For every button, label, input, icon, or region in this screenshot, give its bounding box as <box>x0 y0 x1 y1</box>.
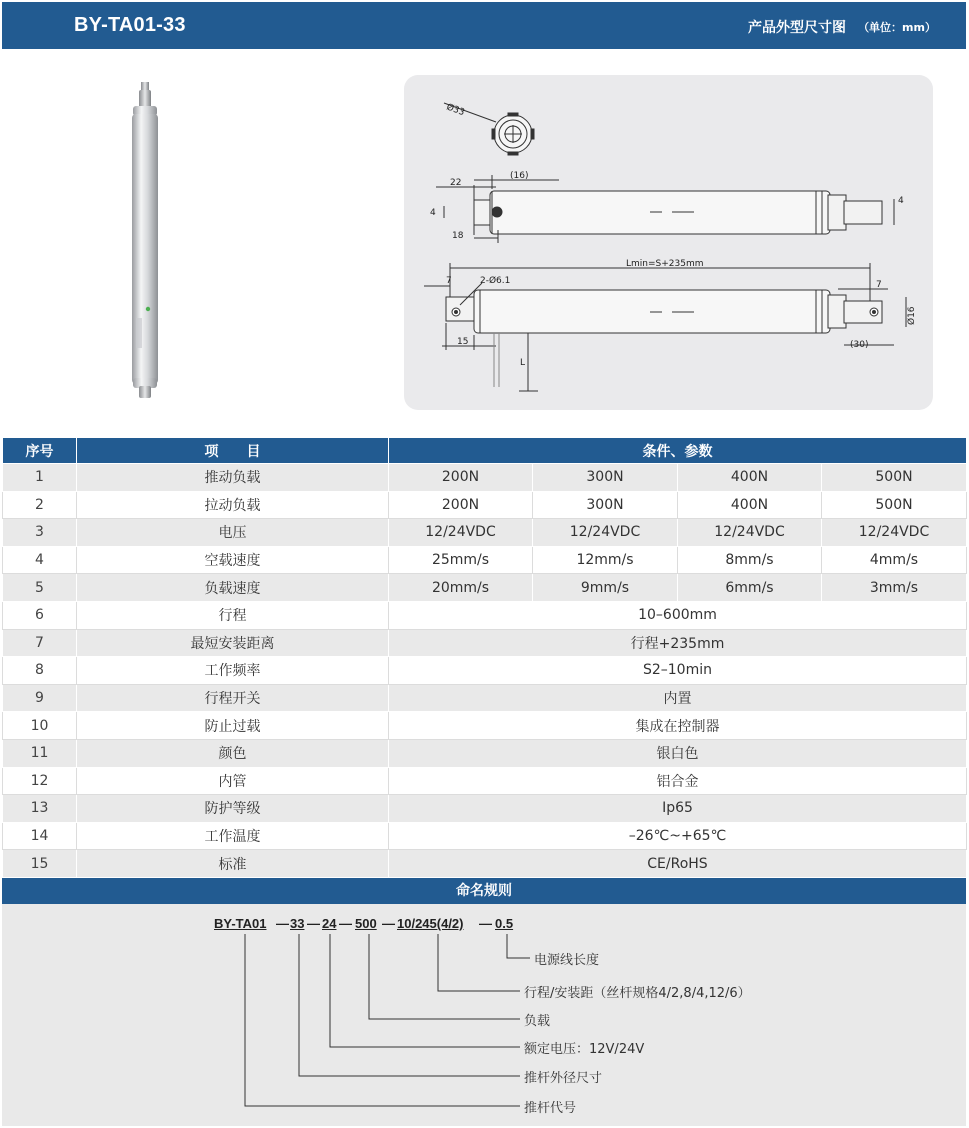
table-row <box>3 822 967 850</box>
row-value: 300N <box>533 464 678 492</box>
row-value: S2–10min <box>389 657 967 685</box>
naming-label-dia: 推杆外径尺寸 <box>524 1071 603 1086</box>
unit-note: （单位：mm） <box>858 21 936 34</box>
row-value: 20mm/s <box>389 574 533 602</box>
row-item: 负载速度 <box>77 574 389 602</box>
row-number: 3 <box>3 519 77 547</box>
naming-code-voltage: 24 <box>322 916 337 931</box>
row-value: 行程+235mm <box>389 629 967 657</box>
spec-rows <box>3 464 967 878</box>
row-value: 400N <box>678 491 822 519</box>
naming-sep: — <box>382 916 395 931</box>
row-item: 防止过载 <box>77 712 389 740</box>
row-item: 内管 <box>77 767 389 795</box>
row-number: 7 <box>3 629 77 657</box>
row-value: 12/24VDC <box>389 519 533 547</box>
naming-title: 命名规则 <box>2 878 966 904</box>
row-value: 200N <box>389 491 533 519</box>
side-view-top <box>436 175 894 243</box>
table-row <box>3 519 967 547</box>
model-title: BY-TA01-33 <box>74 14 186 36</box>
row-item: 电压 <box>77 519 389 547</box>
row-item: 最短安装距离 <box>77 629 389 657</box>
row-value: 500N <box>822 491 967 519</box>
hole-label: 2-Ø6.1 <box>480 276 511 286</box>
col-header-no: 序号 <box>3 438 77 464</box>
row-value: 300N <box>533 491 678 519</box>
row-value: 400N <box>678 464 822 492</box>
row-value: 12/24VDC <box>822 519 967 547</box>
table-row <box>3 601 967 629</box>
row-number: 14 <box>3 822 77 850</box>
row-value: 12/24VDC <box>678 519 822 547</box>
row-number: 11 <box>3 739 77 767</box>
dim-4b: 4 <box>898 196 904 206</box>
dim-18: 18 <box>452 231 464 241</box>
row-value: 500N <box>822 464 967 492</box>
row-item: 标准 <box>77 850 389 878</box>
naming-code-prefix: BY-TA01 <box>214 916 267 931</box>
dim-d16: Ø16 <box>907 306 917 325</box>
row-value: 8mm/s <box>678 546 822 574</box>
dim-30: (30) <box>850 340 869 350</box>
row-number: 6 <box>3 601 77 629</box>
dim-7b: 7 <box>876 280 882 290</box>
row-item: 工作频率 <box>77 657 389 685</box>
naming-sep: — <box>276 916 289 931</box>
naming-sep: — <box>307 916 320 931</box>
row-value: CE/RoHS <box>389 850 967 878</box>
table-row <box>3 574 967 602</box>
table-row <box>3 464 967 492</box>
naming-rule <box>2 904 966 1126</box>
dim-7a: 7 <box>446 276 452 286</box>
row-value: 12mm/s <box>533 546 678 574</box>
naming-label-stroke: 行程/安装距（丝杆规格4/2,8/4,12/6） <box>524 986 751 1001</box>
dim-16: (16) <box>510 171 529 181</box>
row-value: 12/24VDC <box>533 519 678 547</box>
row-number: 13 <box>3 795 77 823</box>
row-number: 1 <box>3 464 77 492</box>
row-number: 5 <box>3 574 77 602</box>
row-number: 4 <box>3 546 77 574</box>
naming-label-voltage: 额定电压：12V/24V <box>524 1042 645 1057</box>
row-value: 200N <box>389 464 533 492</box>
row-value: 6mm/s <box>678 574 822 602</box>
row-item: 防护等级 <box>77 795 389 823</box>
row-item: 空载速度 <box>77 546 389 574</box>
row-value: Ip65 <box>389 795 967 823</box>
row-value: 铝合金 <box>389 767 967 795</box>
row-value: 10–600mm <box>389 601 967 629</box>
naming-code-load: 500 <box>355 916 377 931</box>
row-item: 行程开关 <box>77 684 389 712</box>
table-row <box>3 684 967 712</box>
page-header <box>2 2 966 49</box>
row-number: 10 <box>3 712 77 740</box>
row-number: 12 <box>3 767 77 795</box>
dim-4a: 4 <box>430 208 436 218</box>
row-value: 25mm/s <box>389 546 533 574</box>
naming-code-cable: 0.5 <box>495 916 514 931</box>
table-row <box>3 657 967 685</box>
table-row <box>3 795 967 823</box>
row-value: 内置 <box>389 684 967 712</box>
row-number: 8 <box>3 657 77 685</box>
row-item: 推动负载 <box>77 464 389 492</box>
table-row <box>3 850 967 878</box>
row-value: 集成在控制器 <box>389 712 967 740</box>
table-row <box>3 546 967 574</box>
row-value: 银白色 <box>389 739 967 767</box>
product-photo <box>118 78 178 403</box>
table-row <box>3 491 967 519</box>
naming-label-code: 推杆代号 <box>524 1101 577 1116</box>
row-item: 拉动负载 <box>77 491 389 519</box>
end-dia-label: Ø33 <box>444 102 466 119</box>
table-row <box>3 712 967 740</box>
naming-label-cable: 电源线长度 <box>534 953 600 968</box>
table-row <box>3 767 967 795</box>
dimension-drawing <box>404 75 933 410</box>
spec-table <box>2 437 967 878</box>
drawing-title: 产品外型尺寸图 <box>748 20 846 36</box>
row-value: 3mm/s <box>822 574 967 602</box>
naming-code-dia: 33 <box>290 916 305 931</box>
row-value: 9mm/s <box>533 574 678 602</box>
row-number: 15 <box>3 850 77 878</box>
dim-15: 15 <box>457 337 469 347</box>
row-number: 9 <box>3 684 77 712</box>
row-value: 4mm/s <box>822 546 967 574</box>
table-row <box>3 739 967 767</box>
row-item: 工作温度 <box>77 822 389 850</box>
naming-sep: — <box>479 916 492 931</box>
row-value: –26℃~+65℃ <box>389 822 967 850</box>
naming-sep: — <box>339 916 352 931</box>
dim-L: L <box>520 358 526 368</box>
col-header-item: 项 目 <box>77 438 389 464</box>
lmin-label: Lmin=S+235mm <box>626 259 704 269</box>
naming-label-load: 负载 <box>524 1014 551 1029</box>
row-item: 行程 <box>77 601 389 629</box>
table-row <box>3 629 967 657</box>
naming-code-stroke: 10/245(4/2) <box>397 916 464 931</box>
row-item: 颜色 <box>77 739 389 767</box>
dim-22: 22 <box>450 178 462 188</box>
col-header-params: 条件、参数 <box>389 438 967 464</box>
row-number: 2 <box>3 491 77 519</box>
